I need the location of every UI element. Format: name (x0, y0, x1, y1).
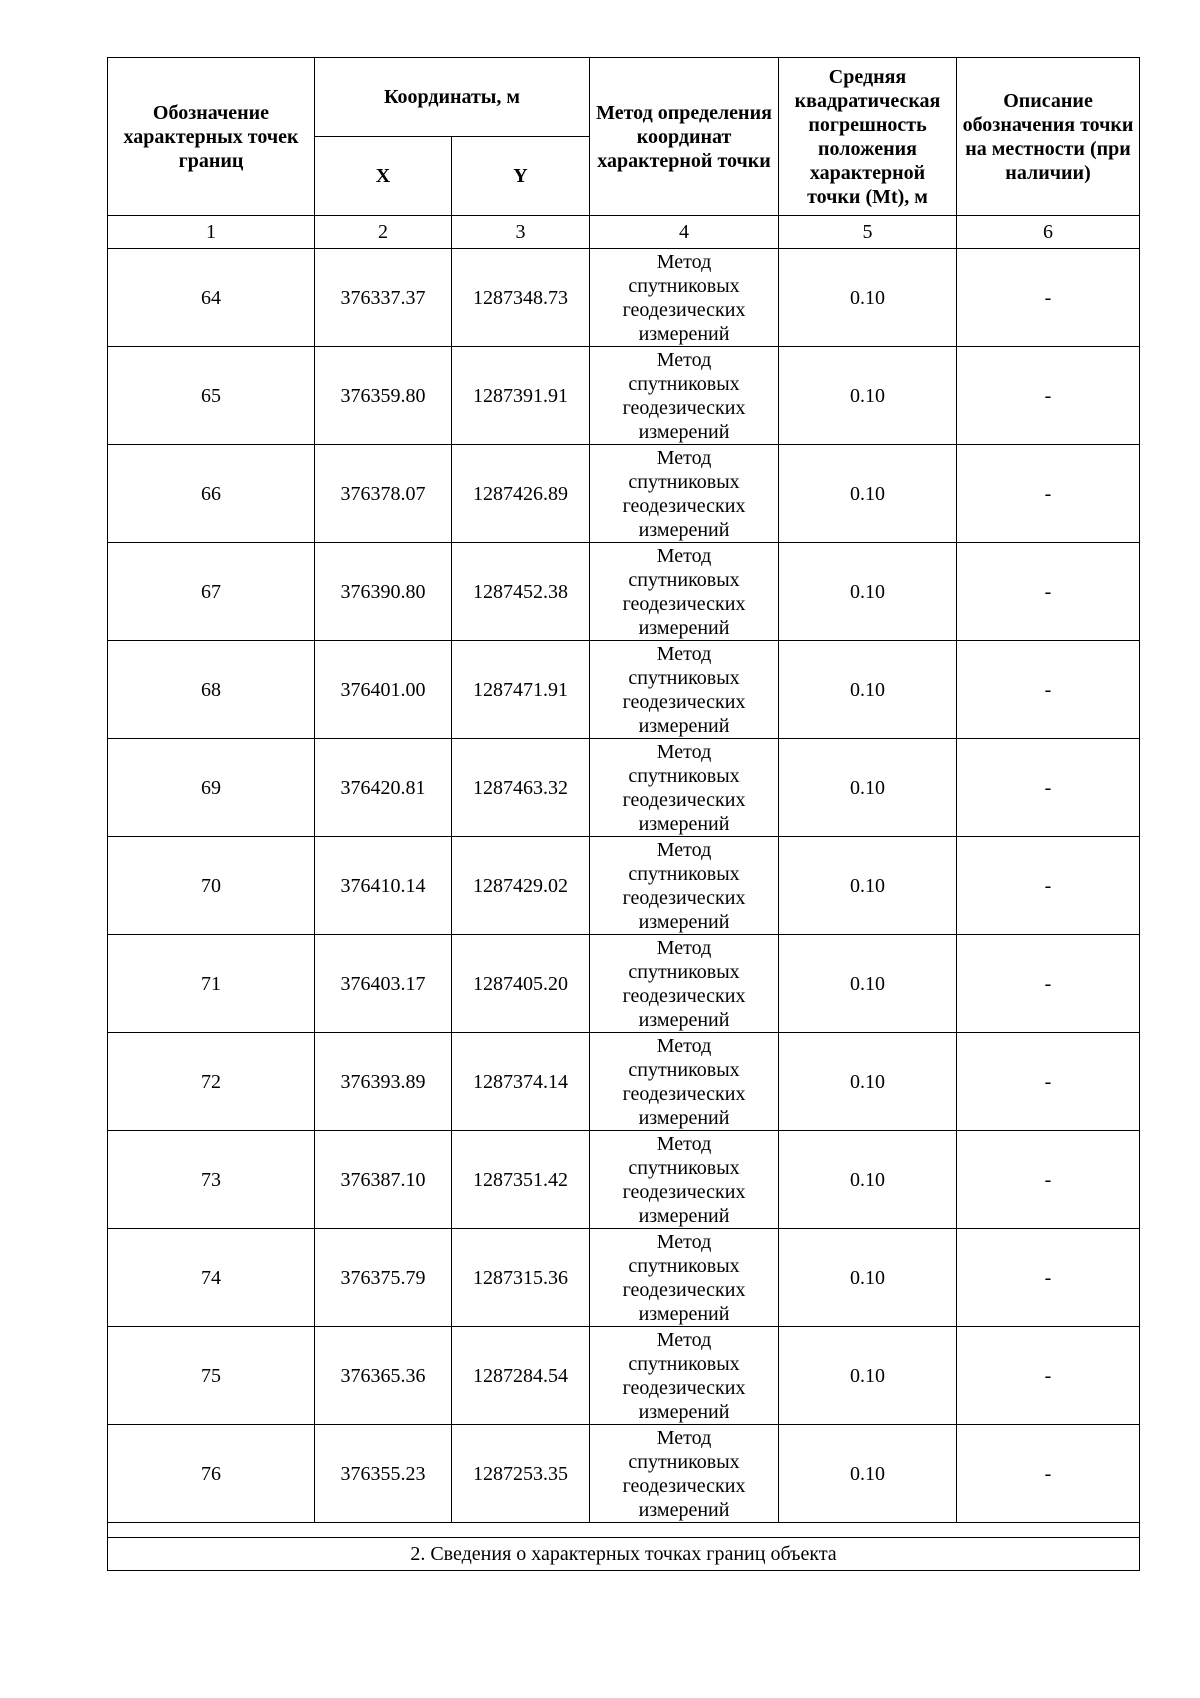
y-coordinate-cell: 1287463.32 (452, 739, 590, 837)
method-cell (590, 1425, 779, 1523)
table-row (108, 445, 1140, 543)
point-number-cell: 65 (108, 347, 315, 445)
point-number-cell: 71 (108, 935, 315, 1033)
method-text-line: измерений (638, 1498, 730, 1521)
y-coordinate-cell: 1287351.42 (452, 1131, 590, 1229)
method-text-line: Метод (656, 1230, 712, 1253)
method-text-line: Метод (656, 446, 712, 469)
method-text-line: Метод (656, 838, 712, 861)
method-cell (590, 1131, 779, 1229)
method-text-line: измерений (638, 322, 730, 345)
method-text-line: Метод (656, 936, 712, 959)
method-text-line: спутниковых (628, 1254, 740, 1277)
method-text-line: геодезических (622, 1376, 746, 1399)
column-number: 2 (315, 216, 452, 249)
method-text-line: спутниковых (628, 666, 740, 689)
table-row (108, 837, 1140, 935)
method-text-line: спутниковых (628, 1450, 740, 1473)
method-text-line: спутниковых (628, 1156, 740, 1179)
x-coordinate-cell: 376410.14 (315, 837, 452, 935)
description-cell: - (957, 249, 1140, 347)
method-cell (590, 543, 779, 641)
method-text-line: спутниковых (628, 764, 740, 787)
spacer-cell (108, 1523, 1140, 1538)
method-cell (590, 347, 779, 445)
method-text-line: измерений (638, 1400, 730, 1423)
error-cell: 0.10 (779, 1131, 957, 1229)
method-text-line: измерений (638, 616, 730, 639)
header-method: Метод определения координат характерной точки (590, 58, 779, 216)
method-cell (590, 1033, 779, 1131)
table-row (108, 543, 1140, 641)
description-cell: - (957, 445, 1140, 543)
error-cell: 0.10 (779, 1425, 957, 1523)
description-cell: - (957, 543, 1140, 641)
x-coordinate-cell: 376403.17 (315, 935, 452, 1033)
description-cell: - (957, 837, 1140, 935)
method-text-line: спутниковых (628, 470, 740, 493)
error-cell: 0.10 (779, 1033, 957, 1131)
coordinates-table (107, 57, 1140, 1571)
method-text-line: геодезических (622, 1180, 746, 1203)
x-coordinate-cell: 376365.36 (315, 1327, 452, 1425)
table-row (108, 1327, 1140, 1425)
table-row (108, 739, 1140, 837)
point-number-cell: 69 (108, 739, 315, 837)
x-coordinate-cell: 376390.80 (315, 543, 452, 641)
x-coordinate-cell: 376420.81 (315, 739, 452, 837)
x-coordinate-cell: 376393.89 (315, 1033, 452, 1131)
y-coordinate-cell: 1287391.91 (452, 347, 590, 445)
point-number-cell: 76 (108, 1425, 315, 1523)
point-number-cell: 73 (108, 1131, 315, 1229)
method-text-line: геодезических (622, 494, 746, 517)
error-cell: 0.10 (779, 249, 957, 347)
method-text-line: измерений (638, 910, 730, 933)
method-cell (590, 739, 779, 837)
header-description: Описание обозначения точки на местности (при наличии) (957, 58, 1140, 216)
x-coordinate-cell: 376401.00 (315, 641, 452, 739)
method-text-line: Метод (656, 1426, 712, 1449)
method-text-line: измерений (638, 714, 730, 737)
y-coordinate-cell: 1287348.73 (452, 249, 590, 347)
document-page (107, 57, 1139, 1571)
x-coordinate-cell: 376355.23 (315, 1425, 452, 1523)
y-coordinate-cell: 1287452.38 (452, 543, 590, 641)
x-coordinate-cell: 376378.07 (315, 445, 452, 543)
description-cell: - (957, 739, 1140, 837)
point-number-cell: 70 (108, 837, 315, 935)
y-coordinate-cell: 1287426.89 (452, 445, 590, 543)
point-number-cell: 75 (108, 1327, 315, 1425)
description-cell: - (957, 641, 1140, 739)
table-row (108, 1229, 1140, 1327)
error-cell: 0.10 (779, 641, 957, 739)
table-row (108, 347, 1140, 445)
method-cell (590, 935, 779, 1033)
method-cell (590, 249, 779, 347)
spacer-row (108, 1523, 1140, 1538)
point-number-cell: 64 (108, 249, 315, 347)
method-text-line: спутниковых (628, 372, 740, 395)
header-coordinates: Координаты, м (315, 58, 590, 137)
method-text-line: геодезических (622, 788, 746, 811)
description-cell: - (957, 935, 1140, 1033)
table-row (108, 249, 1140, 347)
error-cell: 0.10 (779, 1229, 957, 1327)
table-row (108, 1033, 1140, 1131)
point-number-cell: 68 (108, 641, 315, 739)
description-cell: - (957, 1131, 1140, 1229)
method-text-line: измерений (638, 1204, 730, 1227)
x-coordinate-cell: 376359.80 (315, 347, 452, 445)
method-text-line: спутниковых (628, 960, 740, 983)
description-cell: - (957, 347, 1140, 445)
table-row (108, 1425, 1140, 1523)
description-cell: - (957, 1229, 1140, 1327)
method-text-line: измерений (638, 1302, 730, 1325)
method-text-line: Метод (656, 250, 712, 273)
method-text-line: спутниковых (628, 1058, 740, 1081)
column-number: 3 (452, 216, 590, 249)
method-text-line: геодезических (622, 1278, 746, 1301)
method-text-line: измерений (638, 1008, 730, 1031)
point-number-cell: 74 (108, 1229, 315, 1327)
error-cell: 0.10 (779, 1327, 957, 1425)
method-text-line: спутниковых (628, 274, 740, 297)
x-coordinate-cell: 376375.79 (315, 1229, 452, 1327)
header-point-designation: Обозначение характерных точек границ (108, 58, 315, 216)
x-coordinate-cell: 376387.10 (315, 1131, 452, 1229)
table-row (108, 1131, 1140, 1229)
point-number-cell: 66 (108, 445, 315, 543)
method-text-line: геодезических (622, 984, 746, 1007)
y-coordinate-cell: 1287429.02 (452, 837, 590, 935)
column-number-row (108, 216, 1140, 249)
method-cell (590, 641, 779, 739)
point-number-cell: 72 (108, 1033, 315, 1131)
error-cell: 0.10 (779, 935, 957, 1033)
method-text-line: измерений (638, 1106, 730, 1129)
error-cell: 0.10 (779, 347, 957, 445)
method-text-line: спутниковых (628, 862, 740, 885)
method-cell (590, 1229, 779, 1327)
method-text-line: измерений (638, 518, 730, 541)
method-cell (590, 445, 779, 543)
method-text-line: Метод (656, 544, 712, 567)
error-cell: 0.10 (779, 739, 957, 837)
method-text-line: Метод (656, 1034, 712, 1057)
header-y: Y (452, 137, 590, 216)
method-text-line: спутниковых (628, 1352, 740, 1375)
method-text-line: измерений (638, 812, 730, 835)
error-cell: 0.10 (779, 543, 957, 641)
method-text-line: геодезических (622, 396, 746, 419)
method-text-line: геодезических (622, 298, 746, 321)
y-coordinate-cell: 1287374.14 (452, 1033, 590, 1131)
column-number: 5 (779, 216, 957, 249)
method-text-line: геодезических (622, 1082, 746, 1105)
method-text-line: геодезических (622, 886, 746, 909)
y-coordinate-cell: 1287471.91 (452, 641, 590, 739)
error-cell: 0.10 (779, 837, 957, 935)
description-cell: - (957, 1425, 1140, 1523)
column-number: 1 (108, 216, 315, 249)
method-text-line: геодезических (622, 1474, 746, 1497)
y-coordinate-cell: 1287315.36 (452, 1229, 590, 1327)
x-coordinate-cell: 376337.37 (315, 249, 452, 347)
method-text-line: спутниковых (628, 568, 740, 591)
table-row (108, 641, 1140, 739)
column-number: 6 (957, 216, 1140, 249)
description-cell: - (957, 1327, 1140, 1425)
method-cell (590, 1327, 779, 1425)
point-number-cell: 67 (108, 543, 315, 641)
method-text-line: Метод (656, 1132, 712, 1155)
header-error: Средняя квадратическая погрешность положения характерной точки (Mt), м (779, 58, 957, 216)
section-title: 2. Сведения о характерных точках границ объекта (108, 1538, 1140, 1571)
method-text-line: Метод (656, 740, 712, 763)
method-text-line: геодезических (622, 690, 746, 713)
method-text-line: измерений (638, 420, 730, 443)
header-x: X (315, 137, 452, 216)
y-coordinate-cell: 1287405.20 (452, 935, 590, 1033)
y-coordinate-cell: 1287284.54 (452, 1327, 590, 1425)
error-cell: 0.10 (779, 445, 957, 543)
description-cell: - (957, 1033, 1140, 1131)
method-text-line: Метод (656, 348, 712, 371)
table-row (108, 935, 1140, 1033)
method-text-line: Метод (656, 1328, 712, 1351)
method-text-line: геодезических (622, 592, 746, 615)
method-text-line: Метод (656, 642, 712, 665)
section-row (108, 1538, 1140, 1571)
method-cell (590, 837, 779, 935)
y-coordinate-cell: 1287253.35 (452, 1425, 590, 1523)
column-number: 4 (590, 216, 779, 249)
